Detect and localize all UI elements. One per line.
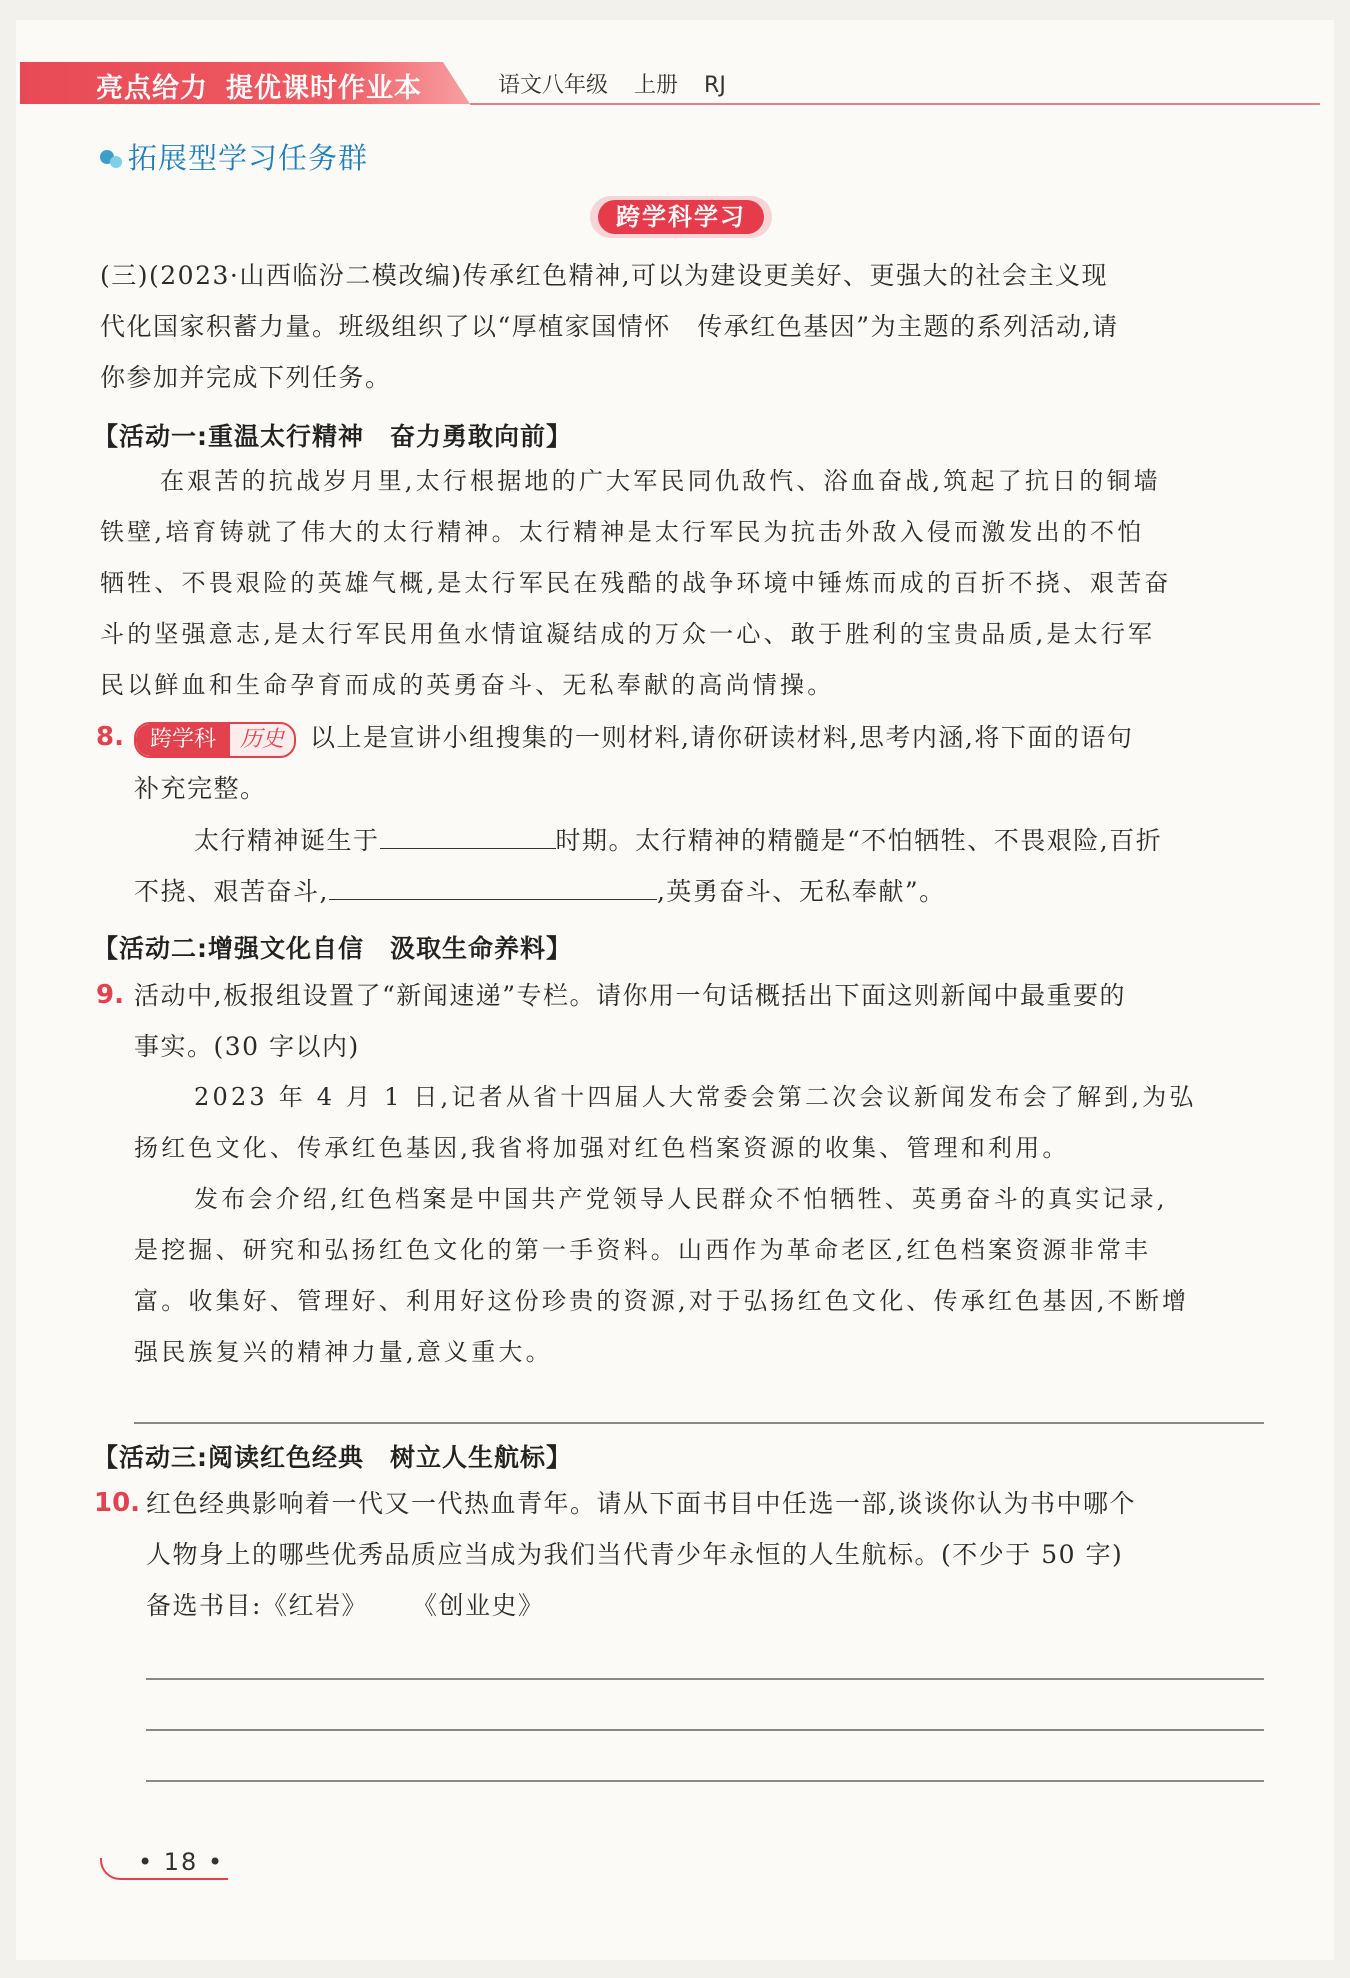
header-subtitle bbox=[498, 68, 752, 99]
answer-line-q10-3[interactable] bbox=[146, 1780, 1264, 1782]
fill-1-prefix: 太行精神诞生于 bbox=[194, 826, 380, 855]
brand-part2: 提优课时作业本 bbox=[226, 73, 422, 104]
news-line-6: 强民族复兴的精神力量,意义重大。 bbox=[134, 1338, 553, 1366]
question-8-fill-line-1 bbox=[194, 815, 1162, 866]
activity-1-title: 【活动一:重温太行精神 奋力勇敢向前】 bbox=[93, 422, 572, 451]
page-number: • 18 • bbox=[138, 1848, 225, 1876]
tag-cross-subject: 跨学科 bbox=[136, 724, 230, 756]
book-list-label: 备选书目: bbox=[146, 1591, 262, 1620]
question-9-stem-1: 活动中,板报组设置了“新闻速递”专栏。请你用一句话概括出下面这则新闻中最重要的 bbox=[134, 981, 1127, 1010]
answer-line-q10-1[interactable] bbox=[146, 1678, 1264, 1680]
question-10-number: 10. bbox=[94, 1488, 141, 1518]
footer-underline bbox=[134, 1878, 228, 1880]
book-hongyan: 《红岩》 bbox=[261, 1591, 368, 1620]
question-10-stem-1: 红色经典影响着一代又一代热血青年。请从下面书目中任选一部,谈谈你认为书中哪个 bbox=[146, 1489, 1136, 1518]
answer-line-q10-2[interactable] bbox=[146, 1729, 1264, 1731]
section-bullet-icon-secondary bbox=[110, 156, 122, 168]
question-8-number: 8. bbox=[96, 722, 124, 752]
subject-tag bbox=[134, 722, 296, 758]
cross-subject-badge bbox=[590, 196, 772, 238]
activity-2-title: 【活动二:增强文化自信 汲取生命养料】 bbox=[93, 934, 572, 963]
activity-1-para-3: 牺牲、不畏艰险的英雄气概,是太行军民在残酷的战争环境中锤炼而成的百折不挠、艰苦奋 bbox=[100, 569, 1172, 597]
answer-line-q9[interactable] bbox=[134, 1422, 1264, 1424]
book-chuangyeshi: 《创业史》 bbox=[411, 1591, 545, 1620]
question-9-number: 9. bbox=[96, 980, 124, 1010]
news-line-4: 是挖掘、研究和弘扬红色文化的第一手资料。山西作为革命老区,红色档案资源非常丰 bbox=[134, 1236, 1152, 1264]
question-9-stem-2: 事实。(30 字以内) bbox=[134, 1032, 360, 1061]
header-divider bbox=[470, 103, 1320, 105]
news-line-3: 发布会介绍,红色档案是中国共产党领导人民群众不怕牺牲、英勇奋斗的真实记录, bbox=[194, 1185, 1168, 1213]
brand-title bbox=[96, 66, 440, 105]
intro-line-3: 你参加并完成下列任务。 bbox=[100, 363, 392, 392]
fill-2-suffix: ,英勇奋斗、无私奉献”。 bbox=[656, 877, 946, 906]
brand-part1: 亮点给力 bbox=[96, 73, 208, 104]
activity-1-para-2: 铁壁,培育铸就了伟大的太行精神。太行精神是太行军民为抗击外敌入侵而激发出的不怕 bbox=[100, 518, 1145, 546]
badge-label: 跨学科学习 bbox=[598, 200, 764, 234]
question-10-stem-2: 人物身上的哪些优秀品质应当成为我们当代青少年永恒的人生航标。(不少于 50 字) bbox=[146, 1540, 1124, 1569]
section-title: 拓展型学习任务群 bbox=[128, 141, 369, 175]
header-subject: 语文八年级 bbox=[498, 73, 609, 98]
activity-1-para-4: 斗的坚强意志,是太行军民用鱼水情谊凝结成的万众一心、敢于胜利的宝贵品质,是太行军 bbox=[100, 620, 1156, 648]
header-volume: 上册 bbox=[634, 73, 679, 98]
intro-line-2: 代化国家积蓄力量。班级组织了以“厚植家国情怀 传承红色基因”为主题的系列活动,请 bbox=[100, 312, 1119, 341]
fill-1-suffix: 时期。太行精神的精髓是“不怕牺牲、不畏艰险,百折 bbox=[555, 826, 1163, 855]
news-line-5: 富。收集好、管理好、利用好这份珍贵的资源,对于弘扬红色文化、传承红色基因,不断增 bbox=[134, 1287, 1190, 1315]
book-list bbox=[146, 1580, 544, 1631]
activity-3-title: 【活动三:阅读红色经典 树立人生航标】 bbox=[93, 1443, 572, 1472]
header-edition: RJ bbox=[704, 73, 726, 98]
news-line-2: 扬红色文化、传承红色基因,我省将加强对红色档案资源的收集、管理和利用。 bbox=[134, 1134, 1070, 1162]
activity-1-para-1: 在艰苦的抗战岁月里,太行根据地的广大军民同仇敌忾、浴血奋战,筑起了抗日的铜墙 bbox=[160, 467, 1161, 495]
fill-2-prefix: 不挠、艰苦奋斗, bbox=[134, 877, 329, 906]
question-8-fill-line-2 bbox=[134, 866, 946, 917]
intro-line-1: (三)(2023·山西临汾二模改编)传承红色精神,可以为建设更美好、更强大的社会主义现 bbox=[100, 261, 1109, 290]
question-8-stem-1: 以上是宣讲小组搜集的一则材料,请你研读材料,思考内涵,将下面的语句 bbox=[310, 723, 1134, 752]
question-8-stem-2: 补充完整。 bbox=[134, 774, 267, 803]
answer-blank-essence[interactable] bbox=[329, 877, 657, 900]
activity-1-para-5: 民以鲜血和生命孕育而成的英勇奋斗、无私奉献的高尚情操。 bbox=[100, 671, 835, 699]
answer-blank-era[interactable] bbox=[380, 826, 556, 849]
news-line-1: 2023 年 4 月 1 日,记者从省十四届人大常委会第二次会议新闻发布会了解到,为弘 bbox=[194, 1083, 1197, 1111]
tag-history: 历史 bbox=[239, 727, 284, 752]
